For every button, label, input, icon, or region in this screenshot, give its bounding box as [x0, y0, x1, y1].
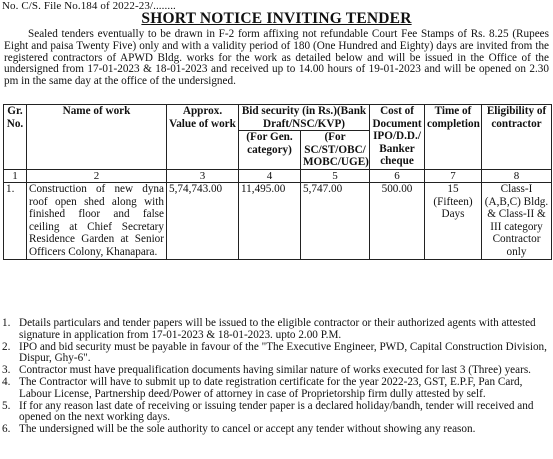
- cell-bid-gen: 11,495.00: [239, 182, 301, 259]
- col-header-eligibility: Eligibility of contractor: [482, 105, 552, 170]
- col-header-bid-gen: (For Gen. category): [239, 131, 301, 170]
- col-number: 2: [27, 169, 167, 182]
- list-item: [0, 342, 553, 366]
- col-number: 7: [425, 169, 482, 182]
- list-item-text: IPO and bid security must be payable in favour of the "The Executive Engineer, PWD, Capital Construction Division, Dispur, Ghy-6".: [19, 340, 547, 365]
- list-item-number: 5.: [2, 399, 11, 412]
- cell-cost: 500.00: [370, 182, 425, 259]
- list-item: [0, 318, 553, 342]
- col-number: 4: [239, 169, 301, 182]
- col-header-bid-sc: (For SC/ST/OBC/ MOBC/UGE): [301, 131, 370, 170]
- intro-paragraph: Sealed tenders eventually to be drawn in F-2 form affixing not refundable Court Fee Stamps of Rs. 8.25 (Rupees Eight and paisa Twenty Five) only and with a validity period of 180 (One Hundred and Eighty) days are invited from the registered contractors of APWD Bldg. works for the work as detailed below and will be issued in the Office of the undersigned from 17-01-2023 & 18-01-2023 and received up to 14.00 hours of 19-01-2023 and will be opened on 2.30 pm in the same day at the office of the undersigned.: [4, 28, 549, 88]
- list-item-text: Details particulars and tender papers will be issued to the eligible contractor or their authorized agents with attested signature in application from 17-01-2023 & 18-01-2023. upto 2.00 P.M.: [19, 317, 536, 341]
- col-header-bid-security: Bid security (in Rs.)(Bank Draft/NSC/KVP): [239, 105, 370, 131]
- column-number-row: [4, 169, 552, 182]
- list-item-number: 3.: [2, 364, 11, 377]
- cell-value: 5,74,743.00: [167, 182, 239, 259]
- list-item-number: 2.: [2, 340, 11, 353]
- col-header-sl: Gr. No.: [4, 105, 27, 170]
- table-header-row: [4, 105, 552, 131]
- list-item: [0, 377, 553, 401]
- col-number: 1: [4, 169, 27, 182]
- list-item-number: 6.: [2, 423, 11, 436]
- list-item-text: If for any reason last date of receiving or issuing tender paper is a declared holiday/bandh, tender will received and opened on the next working days.: [19, 399, 534, 424]
- list-item-text: The undersigned will be the sole authority to cancel or accept any tender without showing any reason.: [19, 423, 476, 436]
- cell-sl: 1.: [4, 182, 27, 259]
- cell-time: 15 (Fifteen) Days: [425, 182, 482, 259]
- list-item-number: 1.: [2, 317, 11, 329]
- list-item: [0, 401, 553, 425]
- col-number: 5: [301, 169, 370, 182]
- col-header-cost: Cost of Document IPO/D.D./ Banker cheque: [370, 105, 425, 170]
- cell-bid-sc: 5,747.00: [301, 182, 370, 259]
- list-item: [0, 424, 553, 436]
- list-item-text: The Contractor will have to submit up to date registration certificate for the year 2022-23, GST, E.P.F, Pan Card, Labour License, Partnership deed/Power of attorney in case of Proprietorship firm dully attested by self.: [19, 375, 523, 400]
- terms-list: [0, 318, 553, 436]
- col-header-value: Approx. Value of work: [167, 105, 239, 170]
- col-header-work: Name of work: [27, 105, 167, 170]
- list-item-text: Contractor must have prequalification documents having similar nature of works executed for last 3 (Three) years.: [19, 364, 531, 377]
- col-header-time: Time of completion: [425, 105, 482, 170]
- col-number: 8: [482, 169, 552, 182]
- col-number: 3: [167, 169, 239, 182]
- notice-title: SHORT NOTICE INVITING TENDER: [141, 10, 412, 27]
- tender-table: [3, 104, 552, 260]
- file-number: No. C/S. File No.184 of 2022-23/........: [2, 0, 176, 12]
- list-item-number: 4.: [2, 375, 11, 388]
- cell-eligibility: Class-I (A,B,C) Bldg. & Class-II & III category Contractor only: [482, 182, 552, 259]
- cell-work: Construction of new dyna roof open shed along with finished floor and false ceiling at Chief Secretary Residence Garden at Senior Officers Colony, Khanapara.: [27, 182, 167, 259]
- table-row: [4, 182, 552, 259]
- col-number: 6: [370, 169, 425, 182]
